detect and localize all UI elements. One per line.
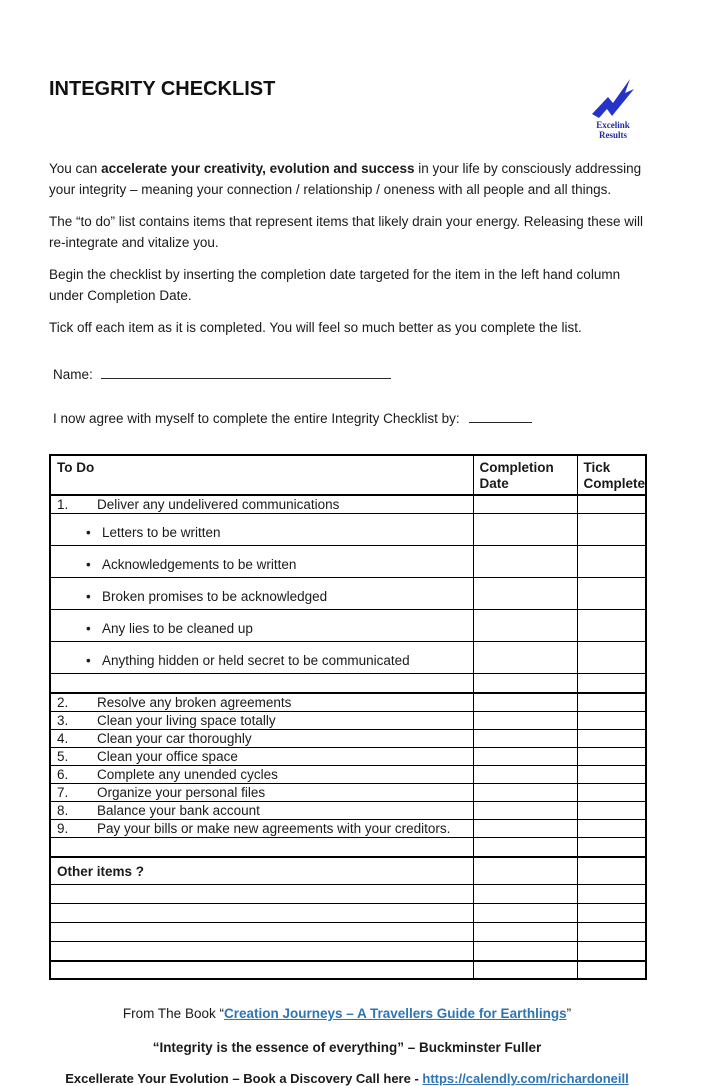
book-prefix: From The Book “	[122, 1006, 224, 1021]
completion-date-cell	[473, 514, 577, 546]
calendly-link[interactable]: https://calendly.com/richardoneill	[422, 1071, 629, 1086]
todo-cell	[50, 642, 473, 674]
logo-text-line2: Results	[598, 130, 627, 140]
tick-cell	[577, 784, 646, 802]
completion-date-cell	[473, 712, 577, 730]
tick-cell	[577, 712, 646, 730]
agreement-text: I now agree with myself to complete the entire Integrity Checklist by:	[53, 411, 460, 426]
tick-cell	[577, 885, 646, 904]
book-suffix: ”	[566, 1006, 572, 1021]
intro-bold: accelerate your creativity, evolution and success	[101, 161, 415, 176]
completion-date-cell	[473, 610, 577, 642]
tick-cell	[577, 514, 646, 546]
table-row	[50, 514, 646, 546]
tick-cell	[577, 857, 646, 885]
table-row	[50, 578, 646, 610]
integrity-checklist-table	[49, 454, 647, 980]
tick-complete-column-header: Tick Complete	[577, 455, 646, 495]
todo-cell	[50, 766, 473, 784]
todo-cell	[50, 674, 473, 694]
table-row	[50, 784, 646, 802]
completion-date-cell	[473, 802, 577, 820]
document-footer	[49, 1006, 645, 1086]
completion-date-cell	[473, 730, 577, 748]
tick-cell	[577, 748, 646, 766]
tickoff-instruction-paragraph: Tick off each item as it is completed. You will feel so much better as you complete the list.	[49, 320, 582, 335]
todo-cell	[50, 784, 473, 802]
row-number: 8.	[57, 803, 69, 818]
completion-date-cell	[473, 942, 577, 962]
table-row	[50, 802, 646, 820]
completion-date-cell	[473, 748, 577, 766]
todo-cell	[50, 820, 473, 838]
completion-date-cell	[473, 546, 577, 578]
tick-cell	[577, 578, 646, 610]
tick-cell	[577, 942, 646, 962]
table-row	[50, 748, 646, 766]
todo-text: Letters to be written	[102, 525, 221, 540]
tick-cell	[577, 610, 646, 642]
table-row	[50, 642, 646, 674]
row-number: 5.	[57, 749, 69, 764]
book-reference-line	[49, 1006, 645, 1021]
book-link[interactable]: Creation Journeys – A Travellers Guide for Earthlings	[223, 1006, 567, 1021]
todo-cell	[50, 578, 473, 610]
todo-cell	[50, 961, 473, 979]
table-row-empty	[50, 904, 646, 923]
row-number: 6.	[57, 767, 69, 782]
logo-text-line1: Excelink	[596, 120, 630, 130]
table-row-empty	[50, 942, 646, 962]
todo-cell	[50, 693, 473, 712]
name-label: Name:	[53, 367, 93, 382]
todo-cell	[50, 942, 473, 962]
completion-date-column-header: Completion Date	[473, 455, 577, 495]
table-row-empty	[50, 885, 646, 904]
todo-text: Broken promises to be acknowledged	[102, 589, 328, 604]
table-row	[50, 693, 646, 712]
completion-date-cell	[473, 693, 577, 712]
name-line	[53, 365, 675, 382]
tick-cell	[577, 546, 646, 578]
table-row	[50, 546, 646, 578]
tick-cell	[577, 820, 646, 838]
table-row	[50, 820, 646, 838]
completion-date-cell	[473, 904, 577, 923]
bullet-icon: •	[86, 557, 91, 572]
todo-text: Pay your bills or make new agreements with your creditors.	[97, 821, 451, 836]
document-header	[49, 78, 675, 144]
todo-text: Clean your living space totally	[97, 713, 276, 728]
todo-text: Acknowledgements to be written	[102, 557, 297, 572]
discovery-call-line	[49, 1071, 645, 1086]
todo-cell	[50, 730, 473, 748]
table-row	[50, 712, 646, 730]
row-number: 4.	[57, 731, 69, 746]
intro-post: in your life by consciously addressing your integrity – meaning your connection / relationship / oneness with all people and all things.	[49, 161, 642, 197]
todo-cell	[50, 923, 473, 942]
todo-cell	[50, 610, 473, 642]
completion-date-cell	[473, 578, 577, 610]
todo-cell	[50, 748, 473, 766]
completion-date-cell	[473, 838, 577, 858]
table-row-other-items	[50, 857, 646, 885]
todo-text: Resolve any broken agreements	[97, 695, 292, 710]
completion-date-cell	[473, 766, 577, 784]
tick-cell	[577, 693, 646, 712]
todo-text: Clean your office space	[97, 749, 238, 764]
tick-cell	[577, 838, 646, 858]
tick-cell	[577, 495, 646, 514]
todo-text: Organize your personal files	[97, 785, 266, 800]
begin-instruction-paragraph: Begin the checklist by inserting the completion date targeted for the item in the left hand column under Completion Date.	[49, 267, 621, 303]
completion-date-cell	[473, 885, 577, 904]
bullet-icon: •	[86, 621, 91, 636]
todo-cell	[50, 546, 473, 578]
intro-pre: You can	[49, 161, 102, 176]
row-number: 3.	[57, 713, 69, 728]
completion-date-cell	[473, 857, 577, 885]
tick-cell	[577, 642, 646, 674]
todo-text: Clean your car thoroughly	[97, 731, 252, 746]
agreement-line	[53, 409, 675, 426]
tick-cell	[577, 802, 646, 820]
todo-cell	[50, 514, 473, 546]
todo-text: Deliver any undelivered communications	[97, 497, 340, 512]
table-row	[50, 495, 646, 514]
todo-cell	[50, 904, 473, 923]
completion-date-cell	[473, 961, 577, 979]
tick-cell	[577, 961, 646, 979]
row-number: 7.	[57, 785, 69, 800]
completion-date-cell	[473, 784, 577, 802]
lightning-bolt-icon	[589, 78, 637, 120]
bullet-icon: •	[86, 589, 91, 604]
table-row	[50, 610, 646, 642]
table-header-row	[50, 455, 646, 495]
completion-date-cell	[473, 923, 577, 942]
table-row-empty	[50, 961, 646, 979]
completion-date-cell	[473, 674, 577, 694]
tick-cell	[577, 904, 646, 923]
todo-column-header: To Do	[50, 455, 473, 495]
todo-cell	[50, 802, 473, 820]
todo-cell	[50, 495, 473, 514]
integrity-quote: “Integrity is the essence of everything” – Buckminster Fuller	[152, 1040, 542, 1055]
todo-cell	[50, 885, 473, 904]
tick-cell	[577, 923, 646, 942]
todo-cell: Other items ?	[50, 857, 473, 885]
tick-cell	[577, 730, 646, 748]
todo-text: Anything hidden or held secret to be communicated	[102, 653, 410, 668]
table-row	[50, 730, 646, 748]
name-blank-line	[101, 365, 391, 379]
cta-text: Excellerate Your Evolution – Book a Discovery Call here -	[65, 1071, 423, 1086]
tick-cell	[577, 766, 646, 784]
table-row-empty	[50, 674, 646, 694]
agreement-date-blank-line	[469, 409, 532, 423]
intro-paragraph	[49, 158, 649, 200]
todo-text: Balance your bank account	[97, 803, 260, 818]
row-number: 2.	[57, 695, 69, 710]
table-row-empty	[50, 838, 646, 858]
row-number: 1.	[57, 497, 69, 512]
todo-cell	[50, 712, 473, 730]
todo-text: Complete any unended cycles	[97, 767, 278, 782]
todo-cell	[50, 838, 473, 858]
bullet-icon: •	[86, 653, 91, 668]
todo-text: Any lies to be cleaned up	[102, 621, 253, 636]
table-row-empty	[50, 923, 646, 942]
tick-cell	[577, 674, 646, 694]
excelink-logo	[577, 78, 649, 140]
table-row	[50, 766, 646, 784]
completion-date-cell	[473, 642, 577, 674]
todo-explanation-paragraph: The “to do” list contains items that represent items that likely drain your energy. Releasing these will re-integrate and vitalize you.	[49, 214, 644, 250]
bullet-icon: •	[86, 525, 91, 540]
completion-date-cell	[473, 820, 577, 838]
page-title: INTEGRITY CHECKLIST	[49, 78, 276, 100]
completion-date-cell	[473, 495, 577, 514]
row-number: 9.	[57, 821, 69, 836]
